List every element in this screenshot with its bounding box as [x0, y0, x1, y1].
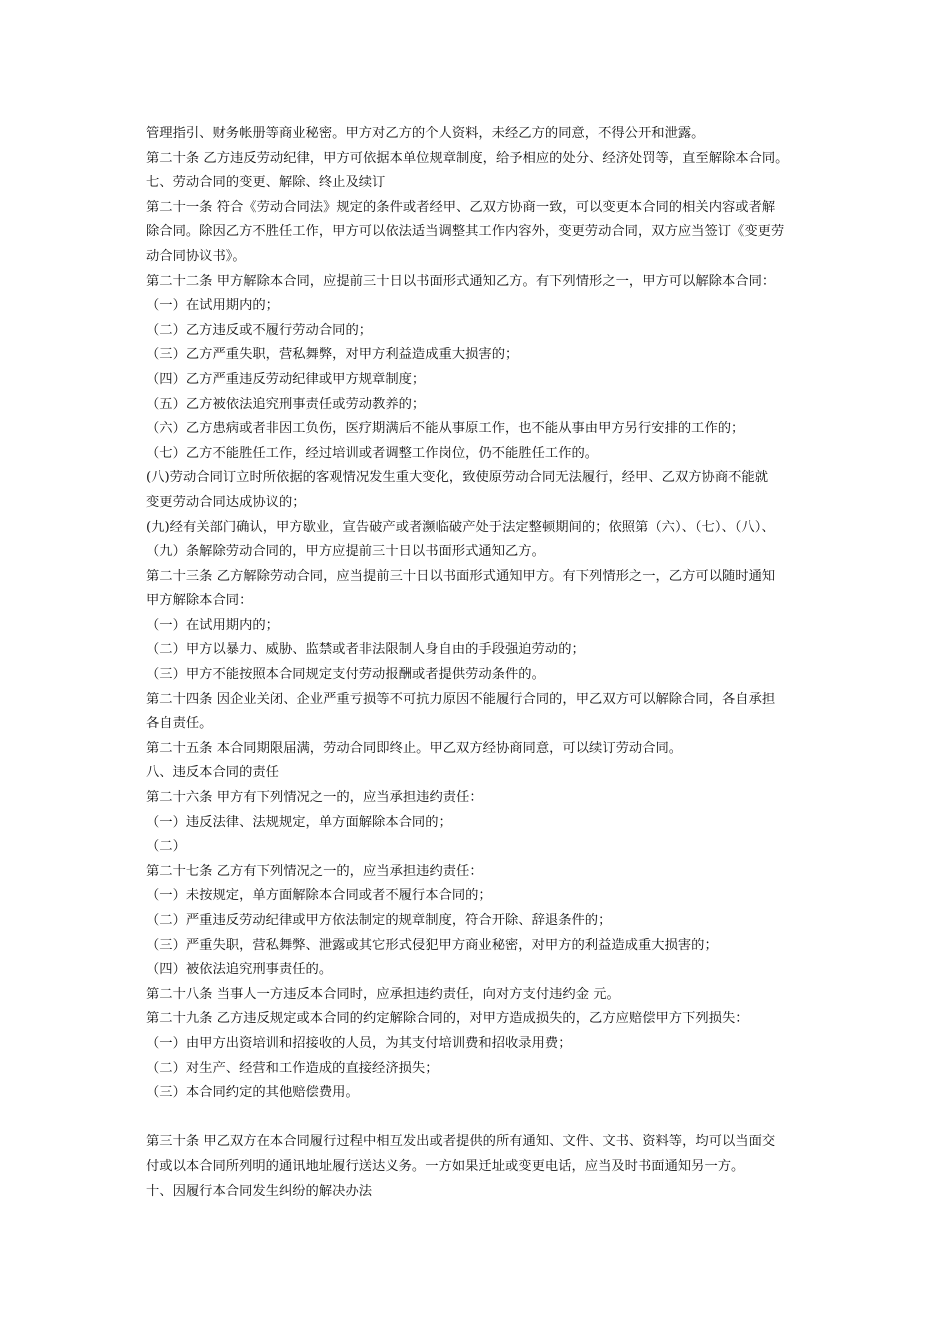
list-item: （二）: [146, 839, 186, 855]
list-item: （二）乙方违反或不履行劳动合同的；: [146, 322, 373, 338]
list-item: （四）被依法追究刑事责任的。: [146, 962, 333, 978]
text-line: 第二十四条 因企业关闭、企业严重亏损等不可抗力原因不能履行合同的，甲乙双方可以解除合同，各自承担: [146, 691, 776, 707]
section-heading: 八、违反本合同的责任: [146, 765, 279, 781]
text-line: 第二十三条 乙方解除劳动合同，应当提前三十日以书面形式通知甲方。有下列情形之一，乙方可以随时通知: [146, 568, 776, 584]
list-item: （四）乙方严重违反劳动纪律或甲方规章制度；: [146, 371, 426, 387]
text-line: 第二十九条 乙方违反规定或本合同的约定解除合同的，对甲方造成损失的，乙方应赔偿甲方下列损失：: [146, 1011, 749, 1027]
text-line: 各自责任。: [146, 716, 213, 732]
text-line: 第二十六条 甲方有下列情况之一的，应当承担违约责任：: [146, 790, 483, 806]
text-line: 变更劳动合同达成协议的；: [146, 494, 306, 510]
list-item: （一）在试用期内的；: [146, 617, 279, 633]
blank-line: [146, 1106, 826, 1131]
list-item: (八)劳动合同订立时所依据的客观情况发生重大变化，致使原劳动合同无法履行，经甲、乙双方协商不能就: [146, 470, 769, 486]
list-item: （二）甲方以暴力、威胁、监禁或者非法限制人身自由的手段强迫劳动的；: [146, 642, 585, 658]
list-item: （三）甲方不能按照本合同规定支付劳动报酬或者提供劳动条件的。: [146, 667, 545, 683]
text-line: 第二十五条 本合同期限届满，劳动合同即终止。甲乙双方经协商同意，可以续订劳动合同。: [146, 740, 683, 756]
section-heading: 七、劳动合同的变更、解除、终止及续订: [146, 175, 386, 191]
list-item: （一）未按规定，单方面解除本合同或者不履行本合同的；: [146, 888, 492, 904]
list-item: （一）在试用期内的；: [146, 298, 279, 314]
text-line: 第二十二条 甲方解除本合同，应提前三十日以书面形式通知乙方。有下列情形之一，甲方可以解除本合同：: [146, 273, 776, 289]
text-line: 第二十七条 乙方有下列情况之一的，应当承担违约责任：: [146, 863, 483, 879]
list-item: （一）由甲方出资培训和招接收的人员，为其支付培训费和招收录用费；: [146, 1035, 572, 1051]
list-item: （七）乙方不能胜任工作，经过培训或者调整工作岗位，仍不能胜任工作的。: [146, 445, 599, 461]
text-line: 管理指引、财务帐册等商业秘密。甲方对乙方的个人资料，未经乙方的同意，不得公开和泄露。: [146, 126, 705, 141]
text-line: 甲方解除本合同：: [146, 593, 253, 609]
list-item: （二）严重违反劳动纪律或甲方依法制定的规章制度，符合开除、辞退条件的；: [146, 913, 612, 928]
list-item: （六）乙方患病或者非因工负伤，医疗期满后不能从事原工作，也不能从事由甲方另行安排的工作的；: [146, 421, 745, 437]
document-body: [146, 122, 826, 1204]
list-item: （三）严重失职，营私舞弊、泄露或其它形式侵犯甲方商业秘密，对甲方的利益造成重大损害的；: [146, 937, 718, 953]
text-line: （九）条解除劳动合同的，甲方应提前三十日以书面形式通知乙方。: [146, 544, 545, 560]
text-line: 第二十一条 符合《劳动合同法》规定的条件或者经甲、乙双方协商一致，可以变更本合同的相关内容或者解: [146, 199, 776, 215]
text-line: 付或以本合同所列明的通讯地址履行送达义务。一方如果迁址或变更电话，应当及时书面通知另一方。: [146, 1158, 745, 1174]
list-item: (九)经有关部门确认，甲方歇业，宣告破产或者濒临破产处于法定整顿期间的；依照第（六）、（七）、（八）、: [146, 519, 775, 535]
text-line: 动合同协议书》。: [146, 248, 246, 264]
list-item: （三）乙方严重失职，营私舞弊，对甲方利益造成重大损害的；: [146, 347, 519, 363]
list-item: （一）违反法律、法规规定，单方面解除本合同的；: [146, 814, 452, 830]
list-item: （三）本合同约定的其他赔偿费用。: [146, 1085, 359, 1101]
text-line: 第二十条 乙方违反劳动纪律，甲方可依据本单位规章制度，给予相应的处分、经济处罚等，直至解除本合同。: [146, 150, 789, 166]
text-line: 第二十八条 当事人一方违反本合同时，应承担违约责任，向对方支付违约金 元。: [146, 986, 620, 1002]
list-item: （二）对生产、经营和工作造成的直接经济损失；: [146, 1060, 439, 1076]
text-line: 第三十条 甲乙双方在本合同履行过程中相互发出或者提供的所有通知、文件、文书、资料等，均可以当面交: [146, 1134, 776, 1150]
text-line: 除合同。除因乙方不胜任工作，甲方可以依法适当调整其工作内容外，变更劳动合同，双方应当签订《变更劳: [146, 224, 785, 240]
list-item: （五）乙方被依法追究刑事责任或劳动教养的；: [146, 396, 426, 412]
section-heading: 十、因履行本合同发生纠纷的解决办法: [146, 1183, 373, 1199]
